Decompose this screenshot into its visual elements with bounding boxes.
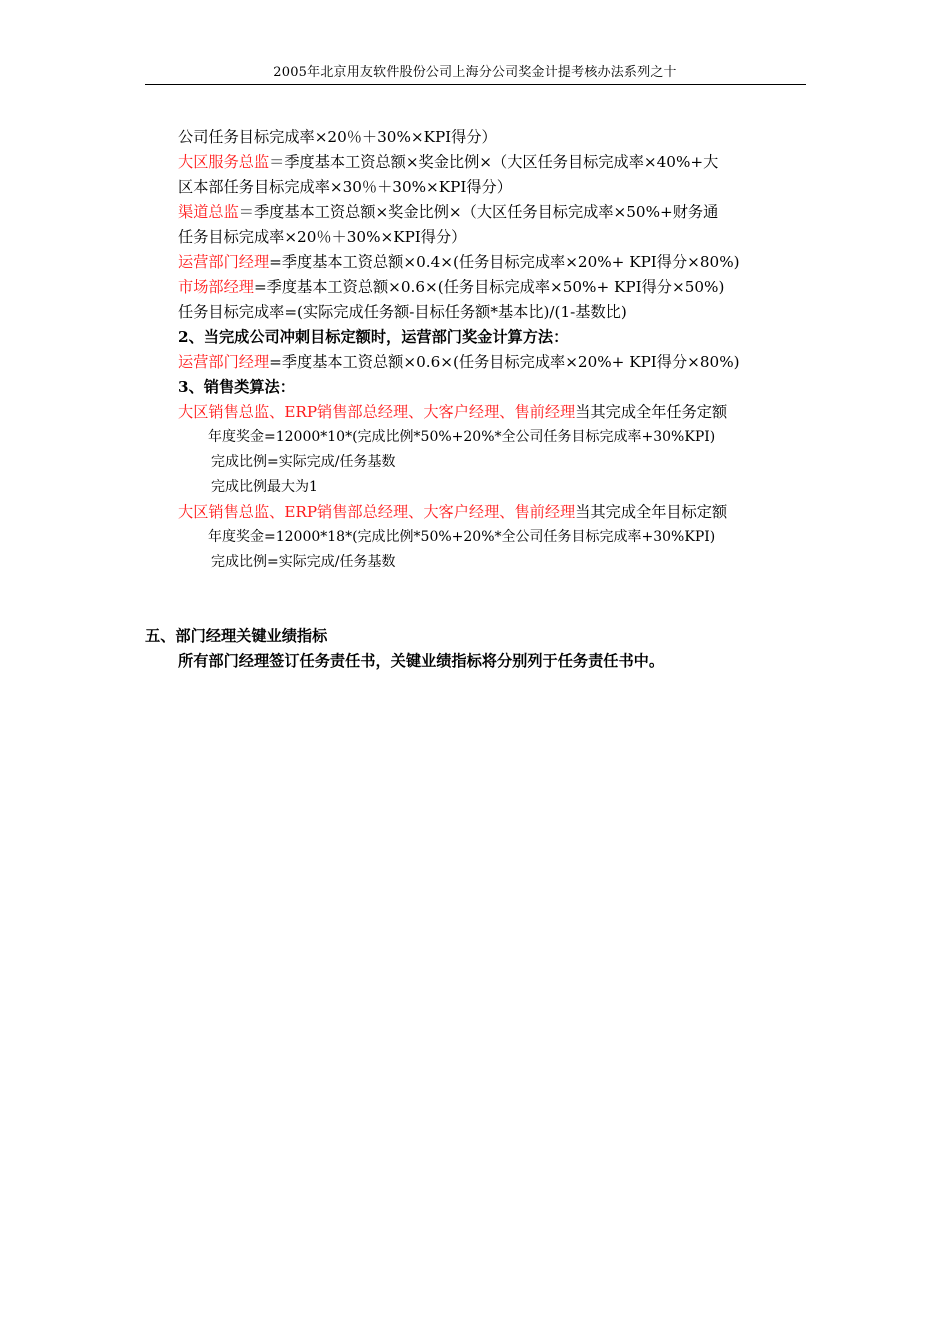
role-label: 市场部经理	[178, 278, 254, 296]
formula-regional-service	[178, 151, 718, 173]
formula-marketing-manager	[178, 276, 724, 298]
sales-block-1-bonus: 年度奖金=12000*10*(完成比例*50%+20%*全公司任务目标完成率+30%KPI)	[208, 429, 716, 445]
formula-text: =季度基本工资总额×0.6×(任务目标完成率×50%+ KPI得分×50%)	[253, 278, 725, 296]
formula-text: ＝季度基本工资总额×奖金比例×（大区任务目标完成率×50%+财务通	[238, 203, 719, 221]
sales-block-2-roles	[178, 501, 727, 523]
role-label: 渠道总监	[178, 203, 239, 221]
role-label: 运营部门经理	[178, 353, 270, 371]
sales-block-1-roles	[178, 401, 727, 423]
condition-text: 当其完成全年目标定额	[575, 503, 728, 521]
formula-ops-manager-sprint	[178, 351, 740, 373]
role-label: 大区服务总监	[178, 153, 270, 171]
sales-block-1-ratio: 完成比例=实际完成/任务基数	[211, 454, 396, 470]
formula-text: =季度基本工资总额×0.6×(任务目标完成率×20%+ KPI得分×80%)	[269, 353, 740, 371]
formula-ops-manager	[178, 251, 740, 273]
formula-channel	[178, 201, 718, 223]
header-title: 2005年北京用友软件股份公司上海分公司奖金计提考核办法系列之十	[273, 65, 677, 80]
formula-text: ＝季度基本工资总额×奖金比例×（大区任务目标完成率×40%+大	[269, 153, 719, 171]
section-5-body: 所有部门经理签订任务责任书，关键业绩指标将分别列于任务责任书中。	[178, 652, 664, 670]
section-2-heading: 2、当完成公司冲刺目标定额时，运营部门奖金计算方法：	[178, 328, 569, 346]
formula-text: =季度基本工资总额×0.4×(任务目标完成率×20%+ KPI得分×80%)	[269, 253, 740, 271]
formula-line-company: 公司任务目标完成率×20％＋30%×KPI得分）	[178, 128, 497, 146]
header-divider	[145, 84, 806, 85]
formula-channel-cont: 任务目标完成率×20％＋30%×KPI得分）	[178, 228, 467, 246]
sales-block-2-bonus: 年度奖金=12000*18*(完成比例*50%+20%*全公司任务目标完成率+30%KPI)	[208, 529, 716, 545]
sales-block-1-max: 完成比例最大为1	[211, 479, 318, 495]
formula-regional-service-cont: 区本部任务目标完成率×30％＋30%×KPI得分）	[178, 178, 512, 196]
role-label: 大区销售总监、ERP销售部总经理、大客户经理、售前经理	[178, 503, 576, 521]
section-5-heading: 五、部门经理关键业绩指标	[145, 627, 328, 645]
role-label: 大区销售总监、ERP销售部总经理、大客户经理、售前经理	[178, 403, 576, 421]
role-label: 运营部门经理	[178, 253, 270, 271]
sales-block-2-ratio: 完成比例=实际完成/任务基数	[211, 554, 396, 570]
formula-completion-rate: 任务目标完成率=(实际完成任务额-目标任务额*基本比)/(1-基数比)	[178, 303, 627, 321]
section-3-heading: 3、销售类算法：	[178, 378, 295, 396]
condition-text: 当其完成全年任务定额	[575, 403, 728, 421]
